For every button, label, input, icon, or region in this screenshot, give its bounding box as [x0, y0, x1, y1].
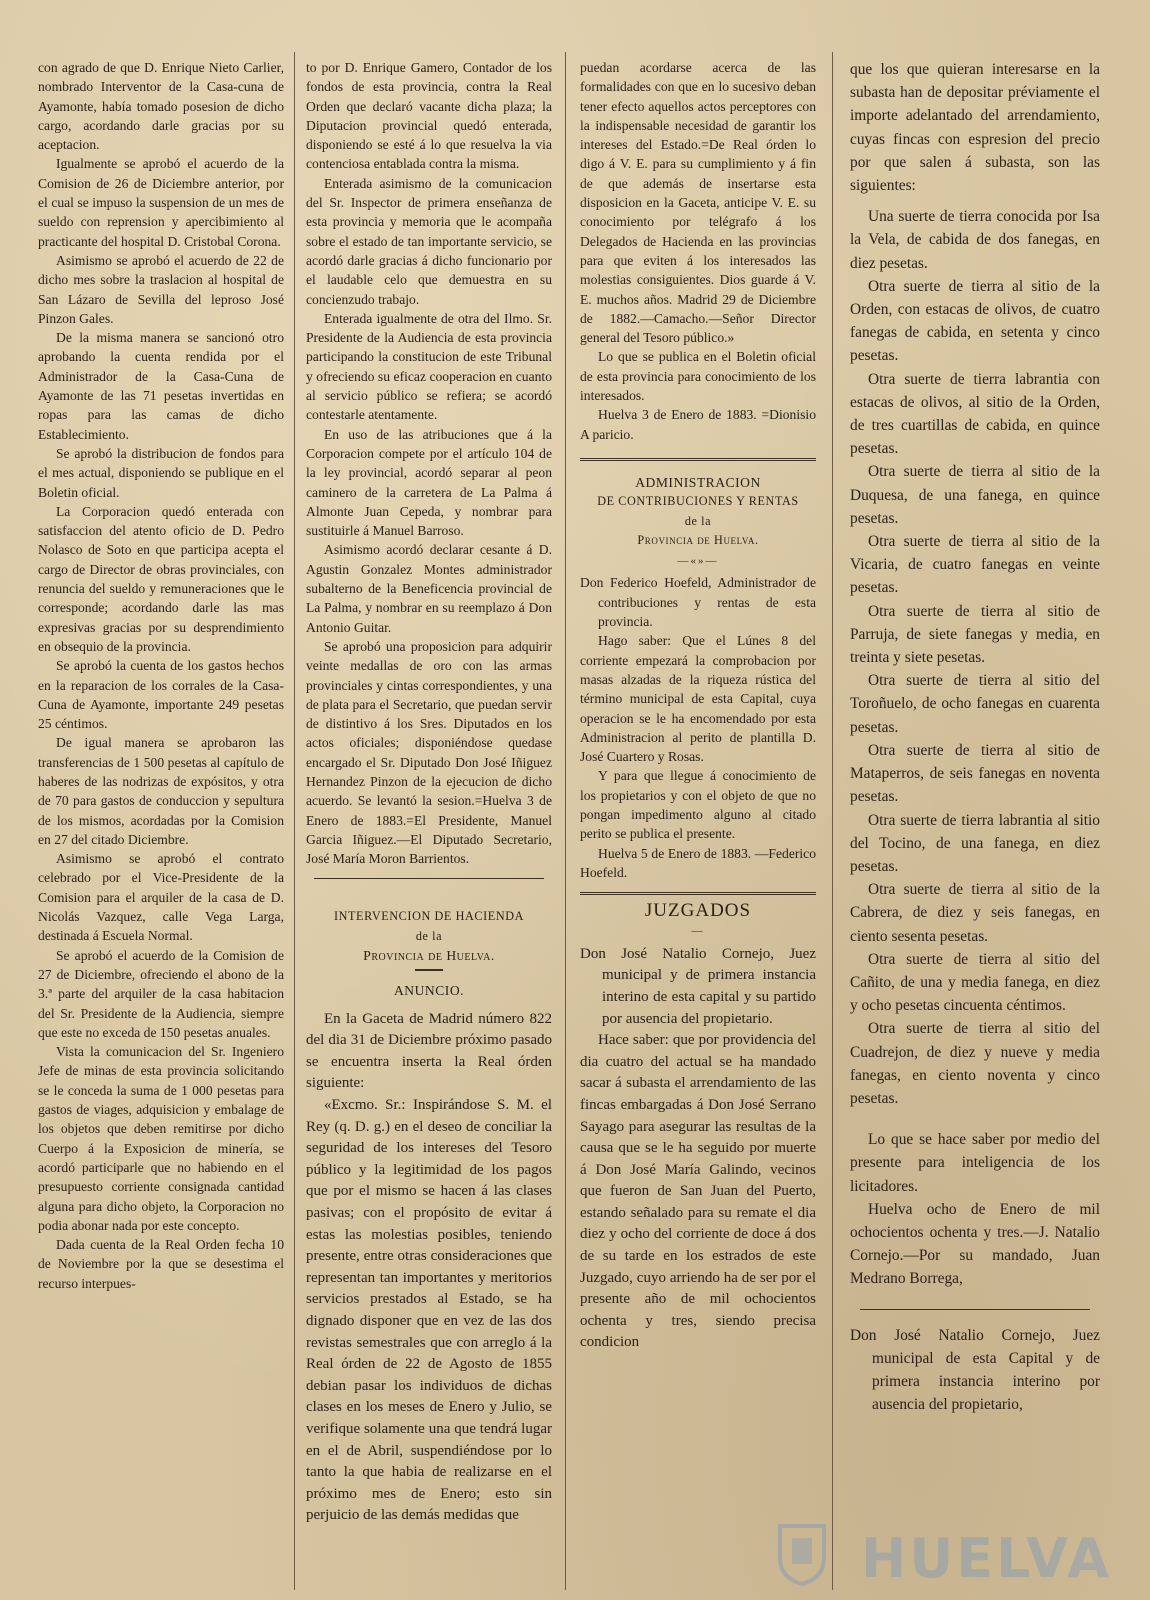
column-rule [294, 52, 295, 1590]
paragraph: Enterada asimismo de la comunicacion del Sr. Inspector de primera enseñanza de esta provincia y memoria que le acompaña sobre el estado de tan importante servicio, se acordó darle gracias á dicho funcionario por el laudable celo que demuestra en su concienzudo trabajo. [306, 175, 552, 307]
list-item: Una suerte de tierra conocida por Isa la Vela, de cabida de dos fanegas, en diez pesetas. [850, 208, 1100, 272]
section-divider [314, 878, 544, 879]
list-item: Otra suerte de tierra al sitio de la Orden, con estacas de olivos, de cuatro fanegas de cabida, en setenta y cinco pesetas. [850, 277, 1100, 365]
paragraph: Asimismo se aprobó el acuerdo de 22 de dicho mes sobre la traslacion al hospital de San Lázaro de Sevilla del leproso José Pinzon Gales. [38, 252, 284, 326]
paragraph: Hace saber: que por providencia del dia cuatro del actual se ha mandado sacar á subasta el arrendamiento de las fincas embargadas á Don José Serrano Sayago para asegurar las resultas de la causa que se le ha seguido por muerte á Don José María Galindo, vecinos que fueron de San Juan del Puerto, estando señalado para su remate el dia diez y ocho del corriente de doce á dos de su tarde en los estrados de este Juzgado, cuyo arriendo ha de ser por el presente año de mil ochocientos ochenta y tres, siendo precisa condicion [580, 1032, 816, 1351]
watermark: HUELVA [861, 1527, 1112, 1590]
section-divider [580, 458, 816, 461]
section-heading-2: DE CONTRIBUCIONES Y RENTAS [597, 494, 799, 509]
paragraph: De la misma manera se sancionó otro aprobando la cuenta rendida por el Administrador de la Casa-Cuna de Ayamonte de las 71 pesetas invertidas en ropas para las camas de dicho Establecimiento. [38, 330, 284, 442]
announcement-title: ANUNCIO. [393, 983, 465, 999]
section-province: Provincia de Huelva. [363, 948, 495, 964]
paragraph: Huelva 3 de Enero de 1883. =Dionisio A paricio. [580, 407, 816, 442]
section-subheading: de la [684, 513, 712, 528]
paragraph: Lo que se publica en el Boletin oficial de esta provincia para conocimiento de los interesados. [580, 349, 816, 404]
official-lead: Don José Natalio Cornejo, Juez municipal de esta Capital y de primera instancia interino por ausencia del propietario, [850, 1326, 1100, 1414]
section-heading: INTERVENCION DE HACIENDA [333, 909, 525, 924]
column-4 [850, 58, 1100, 1582]
column-1 [38, 58, 284, 1582]
paragraph: Enterada igualmente de otra del Ilmo. Sr. Presidente de la Audiencia de esta provincia participando la constitucion de este Tribunal y ofreciendo su eficaz cooperacion en cuanto al servicio público se refiera; se acordó contestarle atentamente. [306, 310, 552, 423]
official-lead: Don José Natalio Cornejo, Juez municipal y de primera instancia interino de esta capital y su partido por ausencia del propietario. [580, 945, 816, 1027]
section-divider [580, 892, 816, 895]
column-2 [306, 58, 552, 1582]
list-item: Otra suerte de tierra al sitio de la Cabrera, de diez y seis fanegas, en ciento sesenta pesetas. [850, 881, 1100, 945]
section-heading: ADMINISTRACION [635, 474, 761, 490]
paragraph: Asimismo se aprobó el contrato celebrado por el Vice-Presidente de la Comision para el arquiler de la casa de D. Nicolás Vazquez, calle Vega Larga, destinada á Escuela Normal. [38, 851, 284, 944]
section-heading-juzgados: JUZGADOS [644, 900, 752, 922]
paragraph: En uso de las atribuciones que á la Corporacion compete por el artículo 104 de la ley provincial, acordó separar al peon caminero de la carretera de La Palma á Almonte Juan Cepeda, y nombrar para sustituirle á Manuel Barroso. [306, 426, 552, 539]
paragraph: que los que quieran interesarse en la subasta han de depositar préviamente el importe adelantado del arrendamiento, cuyas fincas con espresion del precio por que salen á subasta, son las siguientes: [850, 61, 1100, 195]
list-item: Otra suerte de tierra al sitio de la Duquesa, de una fanega, en quince pesetas. [850, 463, 1100, 527]
paragraph: Vista la comunicacion del Sr. Ingeniero Jefe de minas de esta provincia solicitando se le conceda la suma de 1 000 pesetas para gastos de viages, adquisicion y embalage de los objetos que deben remitirse por dicho Cuerpo á la Exposicion de minería, se acordó participarle que no habiendo en el presupuesto corriente consignada cantidad alguna para dicho objeto, la Corporacion no podia abonar nada por este concepto. [38, 1044, 284, 1233]
list-item: Otra suerte de tierra al sitio del Cuadrejon, de diez y nueve y media fanegas, en ciento noventa y cinco pesetas. [850, 1020, 1100, 1107]
paragraph: puedan acordarse acerca de las formalidades con que en lo sucesivo deban tener efecto aquellos actos perceptores con la indispensable necesidad de garantir los intereses del Estado.=De Real órden lo digo á V. E. para su cumplimiento y á fin de que además de insertarse esta disposicion en la Gaceta, anticipe V. E. su conocimiento por telégrafo á los Delegados de Hacienda en las provincias para que eviten á los interesados las molestias consiguientes. Dios guarde á V. E. muchos años. Madrid 29 de Diciembre de 1882.—Camacho.—Señor Director general del Tesoro público.» [580, 60, 816, 346]
ornament: —«»— [677, 555, 719, 568]
section-subheading: de la [415, 928, 443, 943]
paragraph: Y para que llegue á conocimiento de los propietarios y con el objeto de que no pongan impedimento alguno al citado perito se publica el presente. [580, 768, 816, 842]
official-lead: Don Federico Hoefeld, Administrador de contribuciones y rentas de esta provincia. [580, 575, 816, 630]
paragraph: La Corporacion quedó enterada con satisfaccion del atento oficio de D. Pedro Nolasco de Soto en que participa acepta el cargo de Director de obras provinciales, con renuncia del sueldo y remuneraciones que le corresponde; acordando darle las mas expresivas gracias por su desprendimiento en obsequio de la provincia. [38, 503, 284, 654]
library-seal-icon [774, 1522, 830, 1586]
section-divider [860, 1309, 1090, 1310]
paragraph: «Excmo. Sr.: Inspirándose S. M. el Rey (q. D. g.) en el deseo de conciliar la seguridad de los intereses del Tesoro público y la legitimidad de los pagos que por el mismo se hacen á las clases pasivas; con el propósito de evitar á estas las molestias posibles, teniendo presente, entre otras consideraciones que representan tan importantes y meritorios servicios prestados al Estado, se ha dignado disponer que en vez de las dos revistas semestrales que con arreglo á la Real órden de 22 de Agosto de 1855 debian pasar los individuos de dichas clases en los meses de Enero y Julio, se verifique solamente una que tendrá lugar en el de Abril, suspendiéndose por lo tanto la que habia de realizarse en el próximo mes de Enero; esto sin perjuicio de las demás medidas que [306, 1097, 552, 1524]
paragraph: Se aprobó una proposicion para adquirir veinte medallas de oro con las armas provinciales y cintas correspondientes, y una de plata para el Secretario, que puedan servir de distintivo á los Sres. Diputados en los actos oficiales; disponiéndose quedase encargado el Sr. Diputado Don José Iñiguez Hernandez Pinzon de la ejecucion de dicho acuerdo. Se levantó la sesion.=Huelva 3 de Enero de 1883.=El Presidente, Manuel Garcia Iñiguez.—El Diputado Secretario, José María Moron Barrientos. [306, 638, 552, 867]
paragraph: Igualmente se aprobó el acuerdo de la Comision de 26 de Diciembre anterior, por el cual se impuso la suspension de un mes de sueldo con reprension y apercibimiento al practicante del hospital D. Cristobal Corona. [38, 156, 284, 249]
paragraph: to por D. Enrique Gamero, Contador de los fondos de esta provincia, contra la Real Orden que declaró vacante dicha plaza; la Diputacion provincial quedó enterada, disponiendo se esté á lo que resuelva la via contenciosa entablada contra la misma. [306, 60, 552, 172]
short-rule [415, 969, 443, 971]
paragraph: con agrado de que D. Enrique Nieto Carlier, nombrado Interventor de la Casa-cuna de Ayamonte, había tomado posesion de dicho cargo, acordando darle gracias por su aceptacion. [38, 60, 284, 153]
paragraph: De igual manera se aprobaron las transferencias de 1 500 pesetas al capítulo de haberes de las nodrizas de expósitos, y otra de 70 para gastos de conduccion y sepultura de los mismos, acordadas por la Comision en 27 del citado Diciembre. [38, 735, 284, 847]
column-rule [565, 52, 566, 1590]
list-item: Otra suerte de tierra labrantia con estacas de olivos, al sitio de la Orden, de tres cuartillas de cabida, en quince pesetas. [850, 370, 1100, 458]
signature-paragraph: Huelva ocho de Enero de mil ochocientos ochenta y tres.—J. Natalio Cornejo.—Por su mandado, Juan Medrano Borrega, [850, 1200, 1100, 1288]
paragraph: Dada cuenta de la Real Orden fecha 10 de Noviembre por la que se desestima el recurso interpues- [38, 1237, 284, 1291]
ornament: — [691, 925, 705, 938]
paragraph: Se aprobó la distribucion de fondos para el mes actual, disponiendo se publique en el Boletin oficial. [38, 445, 284, 500]
column-3 [580, 58, 816, 1582]
paragraph: Huelva 5 de Enero de 1883. —Federico Hoefeld. [580, 845, 816, 880]
list-item: Otra suerte de tierra al sitio de Parruja, de siete fanegas y media, en treinta y siete pesetas. [850, 602, 1100, 667]
list-item: Otra suerte de tierra labrantia al sitio del Tocino, de una fanega, en diez pesetas. [850, 811, 1100, 875]
list-item: Otra suerte de tierra al sitio de Mataperros, de seis fanegas en noventa pesetas. [850, 741, 1100, 806]
paragraph: Se aprobó el acuerdo de la Comision de 27 de Diciembre, ofreciendo el abono de la 3.ª parte del arquiler de la casa habitacion del Sr. Presidente de la Audiencia, siempre que este no exceda de 150 pesetas anuales. [38, 947, 284, 1040]
list-item: Otra suerte de tierra al sitio del Cañito, de una y media fanega, en diez y ocho pesetas cincuenta céntimos. [850, 950, 1100, 1015]
column-rule [832, 52, 833, 1590]
list-item: Otra suerte de tierra al sitio de la Vicaria, de cuatro fanegas en veinte pesetas. [850, 533, 1100, 597]
paragraph: Lo que se hace saber por medio del presente para inteligencia de los licitadores. [850, 1131, 1100, 1195]
paragraph: Hago saber: Que el Lúnes 8 del corriente empezará la comprobacion por masas alzadas de la riqueza rústica del término municipal de esta Capital, cuya operacion se le ha encomendado por esta Administracion al perito de plantilla D. José Cuartero y Rosas. [580, 633, 816, 765]
paragraph: Se aprobó la cuenta de los gastos hechos en la reparacion de los corrales de la Casa-Cuna de Ayamonte, importante 249 pesetas 25 céntimos. [38, 658, 284, 732]
section-province: Provincia de Huelva. [637, 532, 759, 547]
paragraph: En la Gaceta de Madrid número 822 del dia 31 de Diciembre próximo pasado se encuentra inserta la Real órden siguiente: [306, 1010, 552, 1092]
list-item: Otra suerte de tierra al sitio del Toroñuelo, de ocho fanegas en cuarenta pesetas. [850, 672, 1100, 736]
paragraph: Asimismo acordó declarar cesante á D. Agustin Gonzalez Montes administrador subalterno de la Beneficencia provincial de La Palma, y nombrar en su reemplazo á Don Antonio Guitar. [306, 542, 552, 635]
